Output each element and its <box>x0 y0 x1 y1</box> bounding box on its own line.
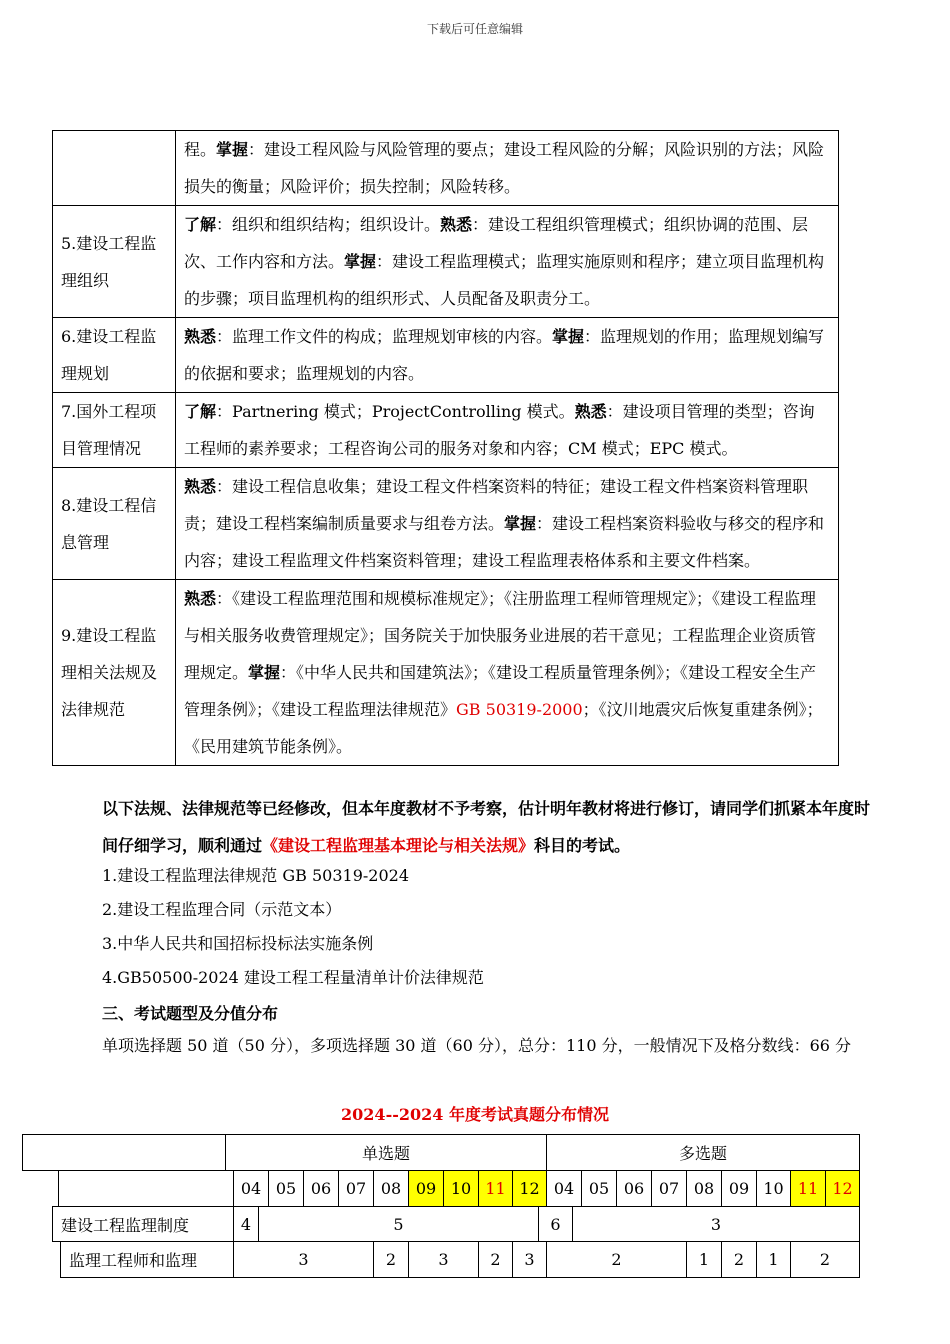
notice-text-2: 科目的考试。 <box>534 836 631 855</box>
year-cell-highlighted: 11 <box>790 1170 826 1207</box>
syllabus-content <box>176 468 839 580</box>
syllabus-topic: 5.建设工程监理组织 <box>53 206 176 318</box>
year-cell-highlighted: 11 <box>478 1170 513 1207</box>
year-cell: 07 <box>651 1170 687 1207</box>
syllabus-row <box>53 580 839 766</box>
year-cell: 06 <box>616 1170 652 1207</box>
year-cell-highlighted: 09 <box>408 1170 444 1207</box>
level-keyword: 了解 <box>184 215 217 234</box>
corner-cell <box>22 1134 226 1171</box>
notice-subject: 《建设工程监理基本理论与相关法规》 <box>262 836 535 855</box>
level-keyword: 掌握 <box>552 327 585 346</box>
law-item-2: 2.建设工程监理合同（示范文本） <box>102 900 342 919</box>
year-cell: 05 <box>581 1170 617 1207</box>
syllabus-topic: 9.建设工程监理相关法规及法律规范 <box>53 580 176 766</box>
value-cell: 3 <box>512 1241 547 1278</box>
value-cell: 3 <box>408 1241 479 1278</box>
year-cell: 10 <box>756 1170 791 1207</box>
syllabus-text: ：建设工程监理模式；监理实施原则和程序；建立项目监理机构的步骤；项目监理机构的组织形式、人员配备及职责分工。 <box>184 252 825 308</box>
value-cell: 1 <box>756 1241 791 1278</box>
syllabus-topic <box>53 131 176 206</box>
year-cell-highlighted: 12 <box>512 1170 547 1207</box>
distribution-title: 2024--2024 年度考试真题分布情况 <box>341 1105 609 1124</box>
syllabus-content <box>176 393 839 468</box>
value-cell: 2 <box>478 1241 513 1278</box>
syllabus-text: ：建设工程档案资料验收与移交的程序和内容；建设工程监理文件档案资料管理；建设工程监理表格体系和主要文件档案。 <box>184 514 825 570</box>
syllabus-text: GB 50319-2000 <box>456 700 583 719</box>
syllabus-content <box>176 131 839 206</box>
syllabus-row <box>53 468 839 580</box>
notice-text-1: 以下法规、法律规范等已经修改，但本年度教材不予考察，估计明年教材将进行修订，请同学们抓紧本年度时间仔细学习，顺利通过 <box>102 799 871 855</box>
year-cell: 08 <box>373 1170 409 1207</box>
level-keyword: 掌握 <box>248 663 281 682</box>
syllabus-topic: 7.国外工程项目管理情况 <box>53 393 176 468</box>
value-cell: 3 <box>572 1206 860 1242</box>
multi-choice-header: 多选题 <box>546 1134 860 1171</box>
row-label: 监理工程师和监理 <box>60 1241 234 1278</box>
syllabus-row <box>53 393 839 468</box>
syllabus-content <box>176 580 839 766</box>
value-cell: 2 <box>790 1241 860 1278</box>
section-3-title: 三、考试题型及分值分布 <box>102 1004 279 1023</box>
law-item-3: 3.中华人民共和国招标投标法实施条例 <box>102 934 374 953</box>
level-keyword: 熟悉 <box>574 402 607 421</box>
syllabus-text: 程。 <box>184 140 217 159</box>
syllabus-row <box>53 131 839 206</box>
syllabus-text: ：建设工程风险与风险管理的要点；建设工程风险的分解；风险识别的方法；风险损失的衡量；风险评价；损失控制；风险转移。 <box>184 140 825 196</box>
syllabus-text: ；《汶川地震灾后恢复重建条例》；《民用建筑节能条例》。 <box>184 700 823 756</box>
law-item-1: 1.建设工程监理法律规范 GB 50319-2024 <box>102 866 410 885</box>
value-cell: 1 <box>686 1241 722 1278</box>
value-cell: 2 <box>546 1241 687 1278</box>
level-keyword: 熟悉 <box>184 477 217 496</box>
value-cell: 2 <box>721 1241 757 1278</box>
level-keyword: 掌握 <box>344 252 377 271</box>
year-cell: 04 <box>233 1170 269 1207</box>
value-cell: 2 <box>373 1241 409 1278</box>
syllabus-table <box>52 130 839 766</box>
page-header: 下载后可任意编辑 <box>426 22 523 36</box>
year-cell-highlighted: 12 <box>825 1170 860 1207</box>
syllabus-text: ：建设工程信息收集；建设工程文件档案资料的特征；建设工程文件档案资料管理职责；建设工程档案编制质量要求与组卷方法。 <box>184 477 809 533</box>
value-cell: 3 <box>233 1241 374 1278</box>
syllabus-text: ：《建设工程监理范围和规模标准规定》；《注册监理工程师管理规定》；《建设工程监理与相关服务收费管理规定》；国务院关于加快服务业进展的若干意见；工程监理企业资质管理规定。 <box>184 589 817 682</box>
syllabus-text: ：《中华人民共和国建筑法》；《建设工程质量管理条例》；《建设工程安全生产管理条例》；《建设工程监理法律规范》 <box>184 663 817 719</box>
syllabus-text: ：Partnering 模式；ProjectControlling 模式。 <box>216 402 575 421</box>
single-choice-header: 单选题 <box>225 1134 547 1171</box>
year-cell: 09 <box>721 1170 757 1207</box>
syllabus-text: ：监理规划的作用；监理规划编写的依据和要求；监理规划的内容。 <box>184 327 825 383</box>
syllabus-text: ：监理工作文件的构成；监理规划审核的内容。 <box>216 327 553 346</box>
syllabus-text: ：组织和组织结构；组织设计。 <box>216 215 441 234</box>
syllabus-row <box>53 206 839 318</box>
year-cell: 04 <box>546 1170 582 1207</box>
year-cell-highlighted: 10 <box>443 1170 479 1207</box>
syllabus-content <box>176 318 839 393</box>
value-cell: 4 <box>233 1206 259 1242</box>
level-keyword: 了解 <box>184 402 217 421</box>
value-cell: 6 <box>538 1206 573 1242</box>
syllabus-row <box>53 318 839 393</box>
level-keyword: 掌握 <box>216 140 249 159</box>
level-keyword: 熟悉 <box>184 589 217 608</box>
syllabus-text: ：建设工程组织管理模式；组织协调的范围、层次、工作内容和方法。 <box>184 215 809 271</box>
row-label: 建设工程监理制度 <box>52 1206 234 1242</box>
level-keyword: 熟悉 <box>440 215 473 234</box>
score-paragraph <box>68 1027 883 1064</box>
level-keyword: 掌握 <box>504 514 537 533</box>
value-cell: 5 <box>258 1206 539 1242</box>
score-text: 单项选择题 50 道（50 分），多项选择题 30 道（60 分），总分：110 分，一般情况下及格分数线：66 分 <box>102 1036 852 1055</box>
level-keyword: 熟悉 <box>184 327 217 346</box>
syllabus-topic: 8.建设工程信息管理 <box>53 468 176 580</box>
year-cell: 08 <box>686 1170 722 1207</box>
law-item-4: 4.GB50500-2024 建设工程工程量清单计价法律规范 <box>102 968 484 987</box>
year-cell: 07 <box>338 1170 374 1207</box>
year-cell: 05 <box>268 1170 304 1207</box>
year-cell: 06 <box>303 1170 339 1207</box>
year-row-label-cell <box>58 1170 234 1207</box>
syllabus-content <box>176 206 839 318</box>
notice-paragraph <box>68 790 883 864</box>
syllabus-topic: 6.建设工程监理规划 <box>53 318 176 393</box>
syllabus-text: ：建设项目管理的类型；咨询工程师的素养要求；工程咨询公司的服务对象和内容；CM 模式；EPC 模式。 <box>184 402 815 458</box>
